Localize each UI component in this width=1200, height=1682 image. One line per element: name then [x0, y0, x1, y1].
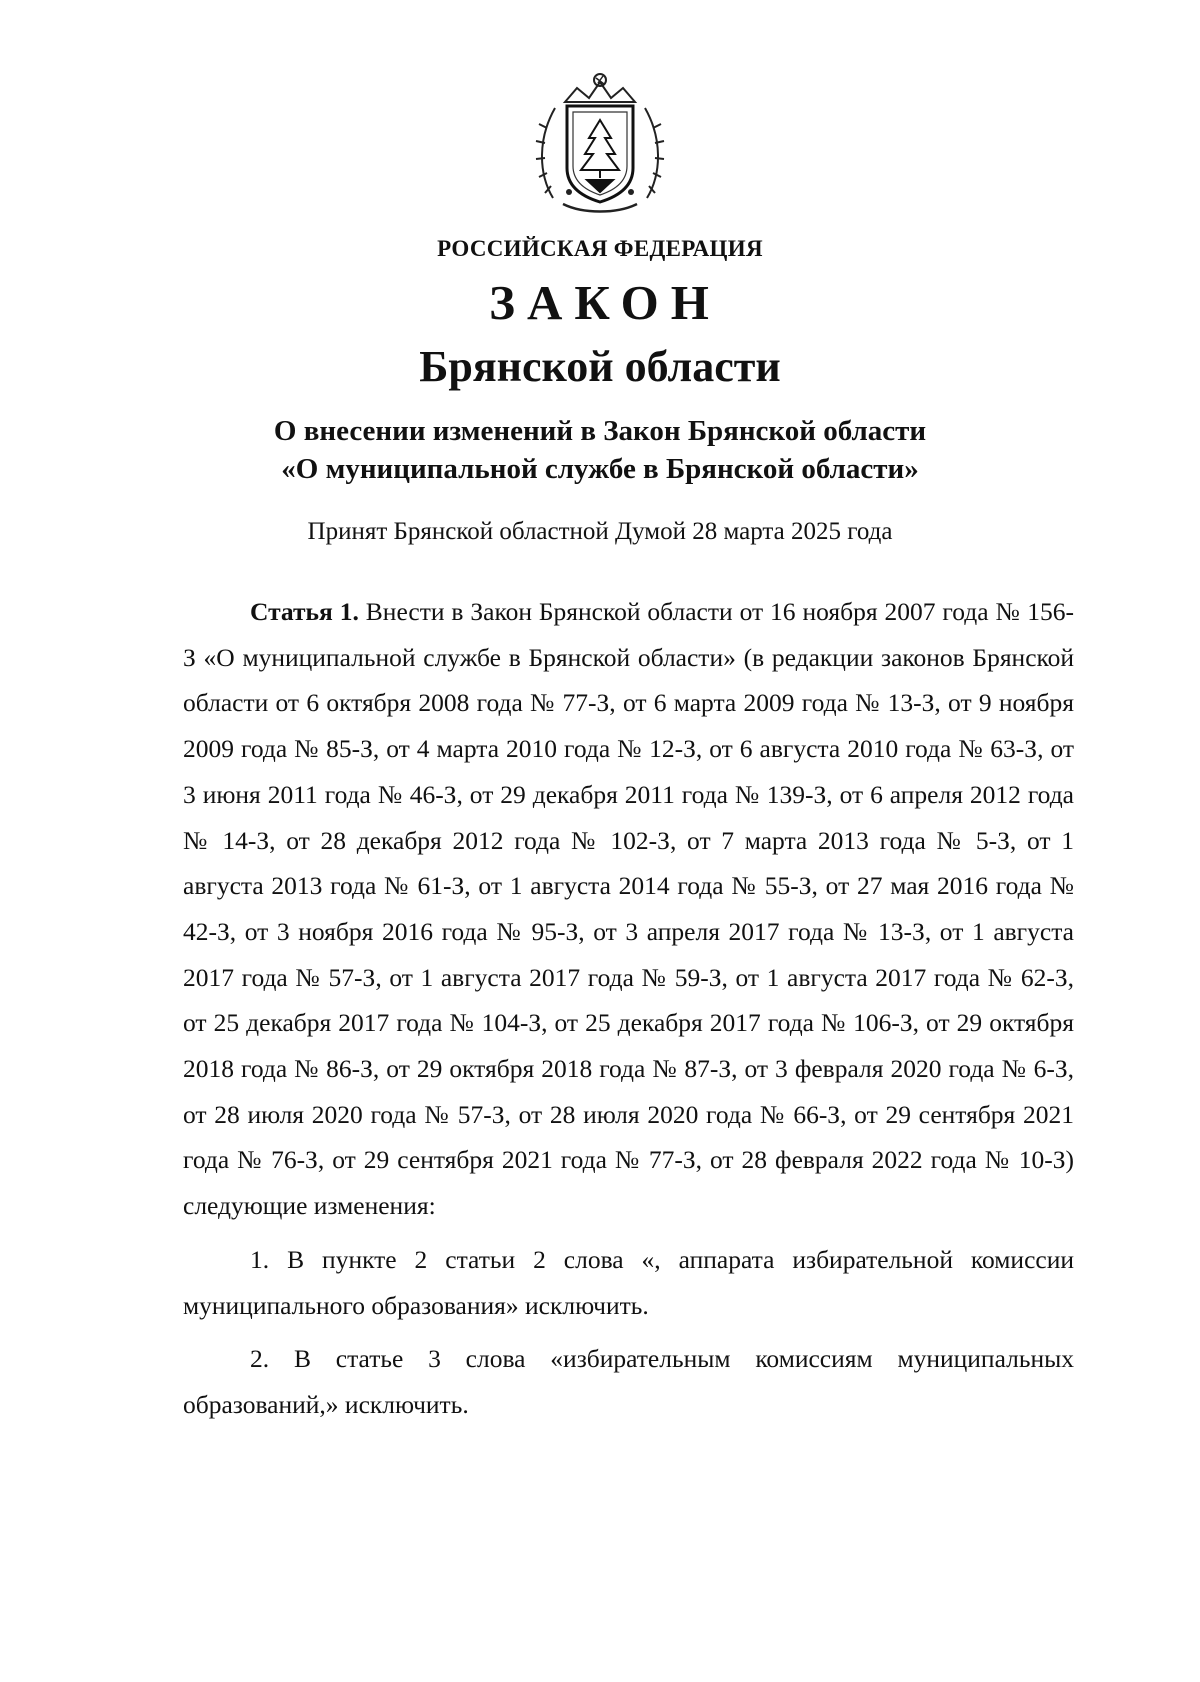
article-label: Статья 1. [250, 597, 359, 626]
country-name: РОССИЙСКАЯ ФЕДЕРАЦИЯ [437, 236, 763, 261]
amendment-item-2: 2. В статье 3 слова «избирательным комиссиям муниципальных образований,» исключить. [183, 1344, 1074, 1419]
article-1 [183, 589, 1074, 1428]
law-title [0, 412, 1200, 488]
document-type: ЗАКОН [489, 275, 721, 330]
region-name: Брянской области [419, 342, 781, 391]
amendment-item-1: 1. В пункте 2 статьи 2 слова «, аппарата избирательной комиссии муниципального образования» исключить. [183, 1244, 1074, 1320]
law-title-line-2: «О муниципальной службе в Брянской области» [281, 453, 919, 485]
adoption-note: Принят Брянской областной Думой 28 марта 2025 года [307, 518, 893, 545]
law-title-line-1: О внесении изменений в Закон Брянской области [273, 415, 927, 447]
article-1-paragraph [183, 589, 1074, 1229]
coat-of-arms-icon [533, 68, 667, 216]
article-1-text: Внести в Закон Брянской области от 16 ноября 2007 года № 156-З «О муниципальной службе в Брянской области» (в редакции законов Брянской области от 6 октября 2008 года № 77-З, от 6 марта 2009 года № 13-З, от 9 ноября 2009 года № 85-З, от 4 марта 2010 года № 12-З, от 6 августа 2010 года № 63-З, от 3 июня 2011 года № 46-З, от 29 декабря 2011 года № 139-З, от 6 апреля 2012 года № 14-З, от 28 декабря 2012 года № 102-З, от 7 марта 2013 года № 5-З, от 1 августа 2013 года № 61-З, от 1 августа 2014 года № 55-З, от 27 мая 2016 года № 42-З, от 3 ноября 2016 года № 95-З, от 3 апреля 2017 года № 13-З, от 1 августа 2017 года № 57-З, от 1 августа 2017 года № 59-З, от 1 августа 2017 года № 62-З, от 25 декабря 2017 года № 104-З, от 25 декабря 2017 года № 106-З, от 29 октября 2018 года № 86-З, от 29 октября 2018 года № 87-З, от 3 февраля 2020 года № 6-З, от 28 июля 2020 года № 57-З, от 28 июля 2020 года № 66-З, от 29 сентября 2021 года № 76-З, от 29 сентября 2021 года № 77-З, от 28 февраля 2022 года № 10-З) следующие изменения: [183, 597, 1074, 1221]
